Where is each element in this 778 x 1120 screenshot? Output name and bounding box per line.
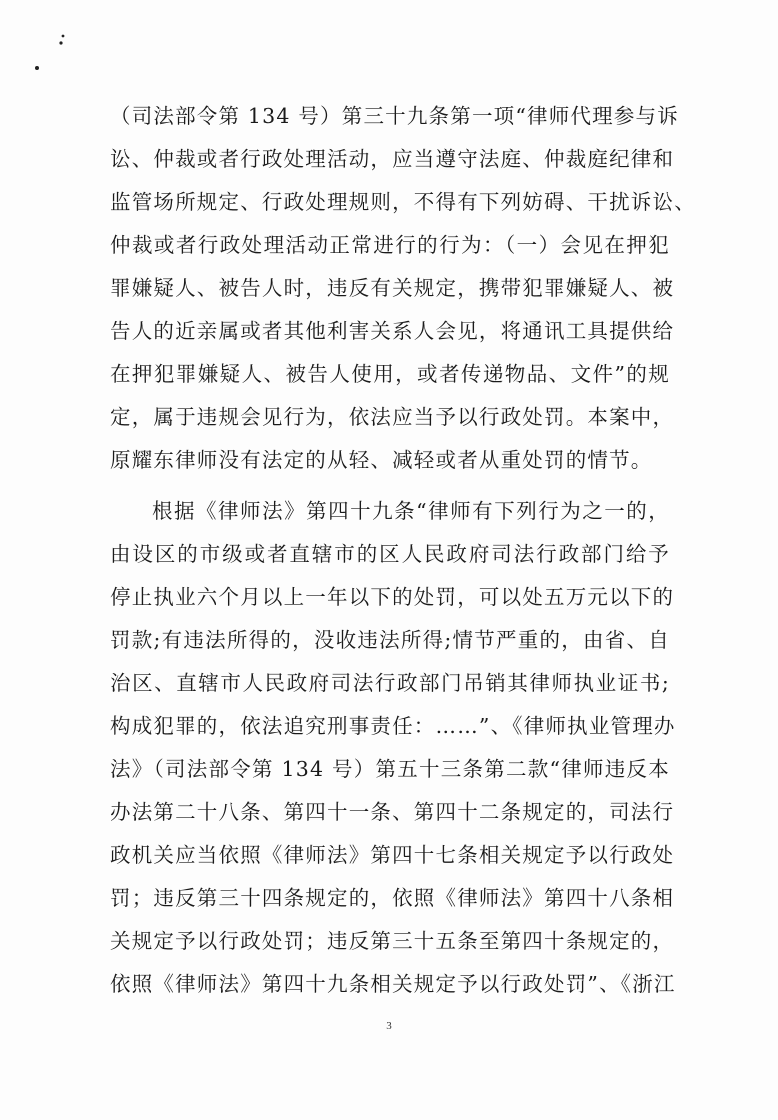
text-line: （司法部令第 134 号）第三十九条第一项“律师代理参与诉 (110, 104, 679, 128)
text-line: 定，属于违规会见行为，依法应当予以行政处罚。本案中， (110, 405, 675, 429)
text-line: 讼、仲裁或者行政处理活动，应当遵守法庭、仲裁庭纪律和 (110, 147, 675, 171)
text-line: 政机关应当依照《律师法》第四十七条相关规定予以行政处 (110, 843, 675, 867)
paragraph-1 (110, 95, 696, 482)
text-line: 监管场所规定、行政处理规则，不得有下列妨碍、干扰诉讼、 (110, 190, 696, 214)
paragraph-2 (110, 490, 676, 1006)
text-line: 告人的近亲属或者其他利害关系人会见，将通讯工具提供给 (110, 319, 675, 343)
text-line: 根据《律师法》第四十九条“律师有下列行为之一的， (152, 499, 670, 523)
text-line: 治区、直辖市人民政府司法行政部门吊销其律师执业证书; (110, 671, 670, 695)
text-line: 仲裁或者行政处理活动正常进行的行为：（一）会见在押犯 (110, 233, 670, 257)
text-line: 由设区的市级或者直辖市的区人民政府司法行政部门给予 (110, 542, 670, 566)
text-line: 原耀东律师没有法定的从轻、减轻或者从重处罚的情节。 (110, 448, 653, 472)
text-line: 构成犯罪的，依法追究刑事责任：……”、《律师执业管理办 (110, 714, 676, 738)
text-line: 停止执业六个月以上一年以下的处罚，可以处五万元以下的 (110, 585, 675, 609)
text-line: 在押犯罪嫌疑人、被告人使用，或者传递物品、文件”的规 (110, 362, 670, 386)
page-number: 3 (386, 1020, 392, 1032)
text-line: 依照《律师法》第四十九条相关规定予以行政处罚”、《浙江 (110, 972, 676, 996)
text-line: 办法第二十八条、第四十一条、第四十二条规定的，司法行 (110, 800, 675, 824)
text-line: 罚款;有违法所得的，没收违法所得;情节严重的，由省、自 (110, 628, 670, 652)
scan-speck-marks (28, 30, 78, 80)
text-line: 法》（司法部令第 134 号）第五十三条第二款“律师违反本 (110, 757, 670, 781)
text-line: 罪嫌疑人、被告人时，违反有关规定，携带犯罪嫌疑人、被 (110, 276, 675, 300)
text-line: 关规定予以行政处罚；违反第三十五条至第四十条规定的， (110, 929, 675, 953)
text-line: 罚；违反第三十四条规定的，依照《律师法》第四十八条相 (110, 886, 675, 910)
